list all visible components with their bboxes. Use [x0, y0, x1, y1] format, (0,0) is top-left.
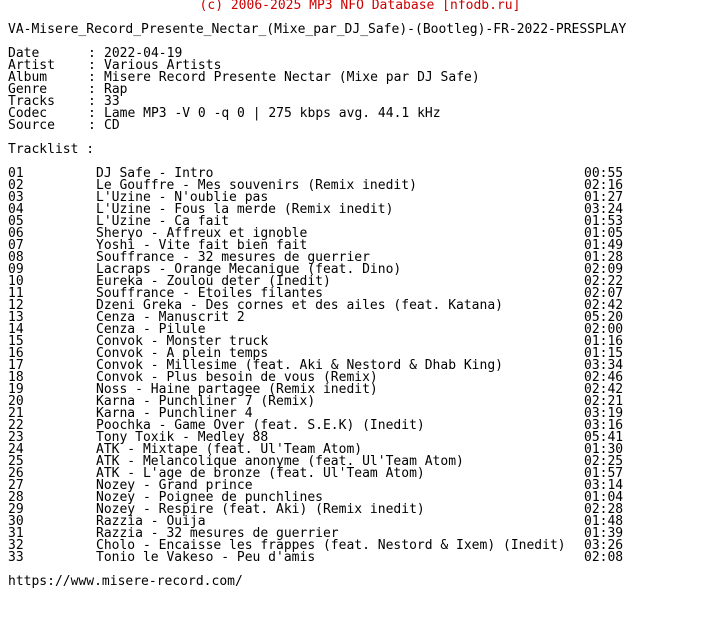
- track-duration: 02:46: [584, 370, 624, 385]
- meta-key: Tracks: [8, 94, 55, 109]
- track-number: 27: [8, 478, 24, 493]
- track-title: Poochka - Game Over (feat. S.E.K) (Inedit): [96, 418, 425, 433]
- track-duration: 01:57: [584, 466, 624, 481]
- track-duration: 05:20: [584, 310, 624, 325]
- track-title: Eureka - Zoulou deter (Inedit): [96, 274, 331, 289]
- meta-separator: :: [88, 58, 96, 73]
- track-title: Razzia - 32 mesures de guerrier: [96, 526, 339, 541]
- track-title: L'Uzine - N'oublie pas: [96, 190, 269, 205]
- meta-separator: :: [88, 106, 96, 121]
- track-duration: 02:07: [584, 286, 624, 301]
- track-duration: 02:21: [584, 394, 624, 409]
- track-title: Cholo - Encaisse les frappes (feat. Nestord & Ixem) (Inedit): [96, 538, 566, 553]
- track-duration: 00:55: [584, 166, 624, 181]
- track-title: Razzia - Ouija: [96, 514, 206, 529]
- track-duration: 01:30: [584, 442, 624, 457]
- track-duration: 01:05: [584, 226, 624, 241]
- track-number: 13: [8, 310, 24, 325]
- track-duration: 03:26: [584, 538, 624, 553]
- track-number: 25: [8, 454, 24, 469]
- meta-separator: :: [88, 46, 96, 61]
- track-number: 17: [8, 358, 24, 373]
- track-title: Nozey - Respire (feat. Aki) (Remix inedit): [96, 502, 425, 517]
- track-duration: 03:16: [584, 418, 624, 433]
- track-duration: 02:42: [584, 382, 624, 397]
- track-number: 20: [8, 394, 24, 409]
- track-number: 28: [8, 490, 24, 505]
- track-title: L'Uzine - Ca fait: [96, 214, 230, 229]
- track-title: Yoshi - Vite fait bien fait: [96, 238, 308, 253]
- track-number: 12: [8, 298, 24, 313]
- track-number: 31: [8, 526, 24, 541]
- track-number: 16: [8, 346, 24, 361]
- track-number: 18: [8, 370, 24, 385]
- track-title: Cenza - Manuscrit 2: [96, 310, 245, 325]
- track-number: 26: [8, 466, 24, 481]
- track-duration: 01:04: [584, 490, 624, 505]
- track-duration: 01:48: [584, 514, 624, 529]
- track-title: Dzeni Greka - Des cornes et des ailes (feat. Katana): [96, 298, 503, 313]
- track-title: Convok - Plus besoin de vous (Remix): [96, 370, 378, 385]
- meta-value: 2022-04-19: [104, 46, 183, 61]
- track-number: 32: [8, 538, 24, 553]
- tracklist: [8, 168, 708, 564]
- meta-value: CD: [104, 118, 120, 133]
- track-number: 15: [8, 334, 24, 349]
- track-number: 08: [8, 250, 24, 265]
- meta-value: Misere Record Presente Nectar (Mixe par DJ Safe): [104, 70, 480, 85]
- meta-row-codec: [8, 108, 480, 120]
- track-number: 07: [8, 238, 24, 253]
- track-duration: 01:28: [584, 250, 624, 265]
- track-title: Souffrance - Etoiles filantes: [96, 286, 323, 301]
- track-title: L'Uzine - Fous la merde (Remix inedit): [96, 202, 394, 217]
- track-title: Nozey - Poignee de punchlines: [96, 490, 323, 505]
- track-number: 14: [8, 322, 24, 337]
- track-title: ATK - Melancolique anonyme (feat. Ul'Team Atom): [96, 454, 464, 469]
- track-title: Karna - Punchliner 4: [96, 406, 253, 421]
- track-number: 23: [8, 430, 24, 445]
- track-number: 04: [8, 202, 24, 217]
- track-title: Lacraps - Orange Mecanique (feat. Dino): [96, 262, 402, 277]
- meta-value: Rap: [104, 82, 128, 97]
- track-title: Karna - Punchliner 7 (Remix): [96, 394, 316, 409]
- meta-value: Lame MP3 -V 0 -q 0 | 275 kbps avg. 44.1 kHz: [104, 106, 441, 121]
- release-name: VA-Misere_Record_Presente_Nectar_(Mixe_par_DJ_Safe)-(Bootleg)-FR-2022-PRESSPLAY: [8, 22, 627, 37]
- track-duration: 02:09: [584, 262, 624, 277]
- track-duration: 02:28: [584, 502, 624, 517]
- meta-value: Various Artists: [104, 58, 222, 73]
- track-number: 06: [8, 226, 24, 241]
- meta-row-source: [8, 120, 480, 132]
- track-title: Tonio le Vakeso - Peu d'amis: [96, 550, 316, 565]
- track-number: 02: [8, 178, 24, 193]
- track-duration: 01:49: [584, 238, 624, 253]
- release-metadata: [8, 48, 480, 132]
- meta-row-album: [8, 72, 480, 84]
- track-number: 03: [8, 190, 24, 205]
- track-duration: 03:34: [584, 358, 624, 373]
- track-title: Tony Toxik - Medley 88: [96, 430, 269, 445]
- track-duration: 02:25: [584, 454, 624, 469]
- track-number: 05: [8, 214, 24, 229]
- track-duration: 02:00: [584, 322, 624, 337]
- meta-separator: :: [88, 94, 96, 109]
- track-title: DJ Safe - Intro: [96, 166, 214, 181]
- track-title: ATK - L'age de bronze (feat. Ul'Team Atom): [96, 466, 425, 481]
- track-duration: 02:42: [584, 298, 624, 313]
- track-title: Le Gouffre - Mes souvenirs (Remix inedit): [96, 178, 417, 193]
- track-number: 22: [8, 418, 24, 433]
- track-number: 19: [8, 382, 24, 397]
- track-duration: 03:14: [584, 478, 624, 493]
- track-title: Nozey - Grand prince: [96, 478, 253, 493]
- track-title: Convok - Millesime (feat. Aki & Nestord & Dhab King): [96, 358, 503, 373]
- meta-separator: :: [88, 118, 96, 133]
- track-number: 30: [8, 514, 24, 529]
- meta-separator: :: [88, 82, 96, 97]
- track-duration: 01:16: [584, 334, 624, 349]
- meta-separator: :: [88, 70, 96, 85]
- track-duration: 01:27: [584, 190, 624, 205]
- track-number: 10: [8, 274, 24, 289]
- track-duration: 01:15: [584, 346, 624, 361]
- meta-key: Artist: [8, 58, 55, 73]
- track-number: 33: [8, 550, 24, 565]
- meta-row-date: [8, 48, 480, 60]
- track-duration: 01:39: [584, 526, 624, 541]
- meta-row-genre: [8, 84, 480, 96]
- footer-url: https://www.misere-record.com/: [8, 574, 243, 589]
- track-duration: 02:16: [584, 178, 624, 193]
- track-number: 11: [8, 286, 24, 301]
- track-duration: 03:19: [584, 406, 624, 421]
- track-title: Cenza - Pilule: [96, 322, 206, 337]
- meta-key: Source: [8, 118, 55, 133]
- track-duration: 03:24: [584, 202, 624, 217]
- track-duration: 02:08: [584, 550, 624, 565]
- track-duration: 01:53: [584, 214, 624, 229]
- meta-key: Date: [8, 46, 40, 61]
- meta-key: Codec: [8, 106, 48, 121]
- track-title: ATK - Mixtape (feat. Ul'Team Atom): [96, 442, 363, 457]
- track-number: 29: [8, 502, 24, 517]
- track-number: 21: [8, 406, 24, 421]
- track-title: Noss - Haine partagee (Remix inedit): [96, 382, 378, 397]
- meta-key: Genre: [8, 82, 48, 97]
- track-title: Sheryo - Affreux et ignoble: [96, 226, 308, 241]
- track-number: 09: [8, 262, 24, 277]
- track-title: Convok - Monster truck: [96, 334, 269, 349]
- nfodb-banner: (c) 2006-2025 MP3 NFO Database [nfodb.ru]: [199, 0, 521, 13]
- tracklist-heading: Tracklist :: [8, 142, 95, 157]
- track-title: Souffrance - 32 mesures de guerrier: [96, 250, 370, 265]
- track-title: Convok - A plein temps: [96, 346, 269, 361]
- meta-key: Album: [8, 70, 48, 85]
- track-number: 01: [8, 166, 24, 181]
- track-duration: 05:41: [584, 430, 624, 445]
- track-row: [8, 552, 708, 564]
- track-duration: 02:22: [584, 274, 624, 289]
- track-number: 24: [8, 442, 24, 457]
- meta-value: 33: [104, 94, 120, 109]
